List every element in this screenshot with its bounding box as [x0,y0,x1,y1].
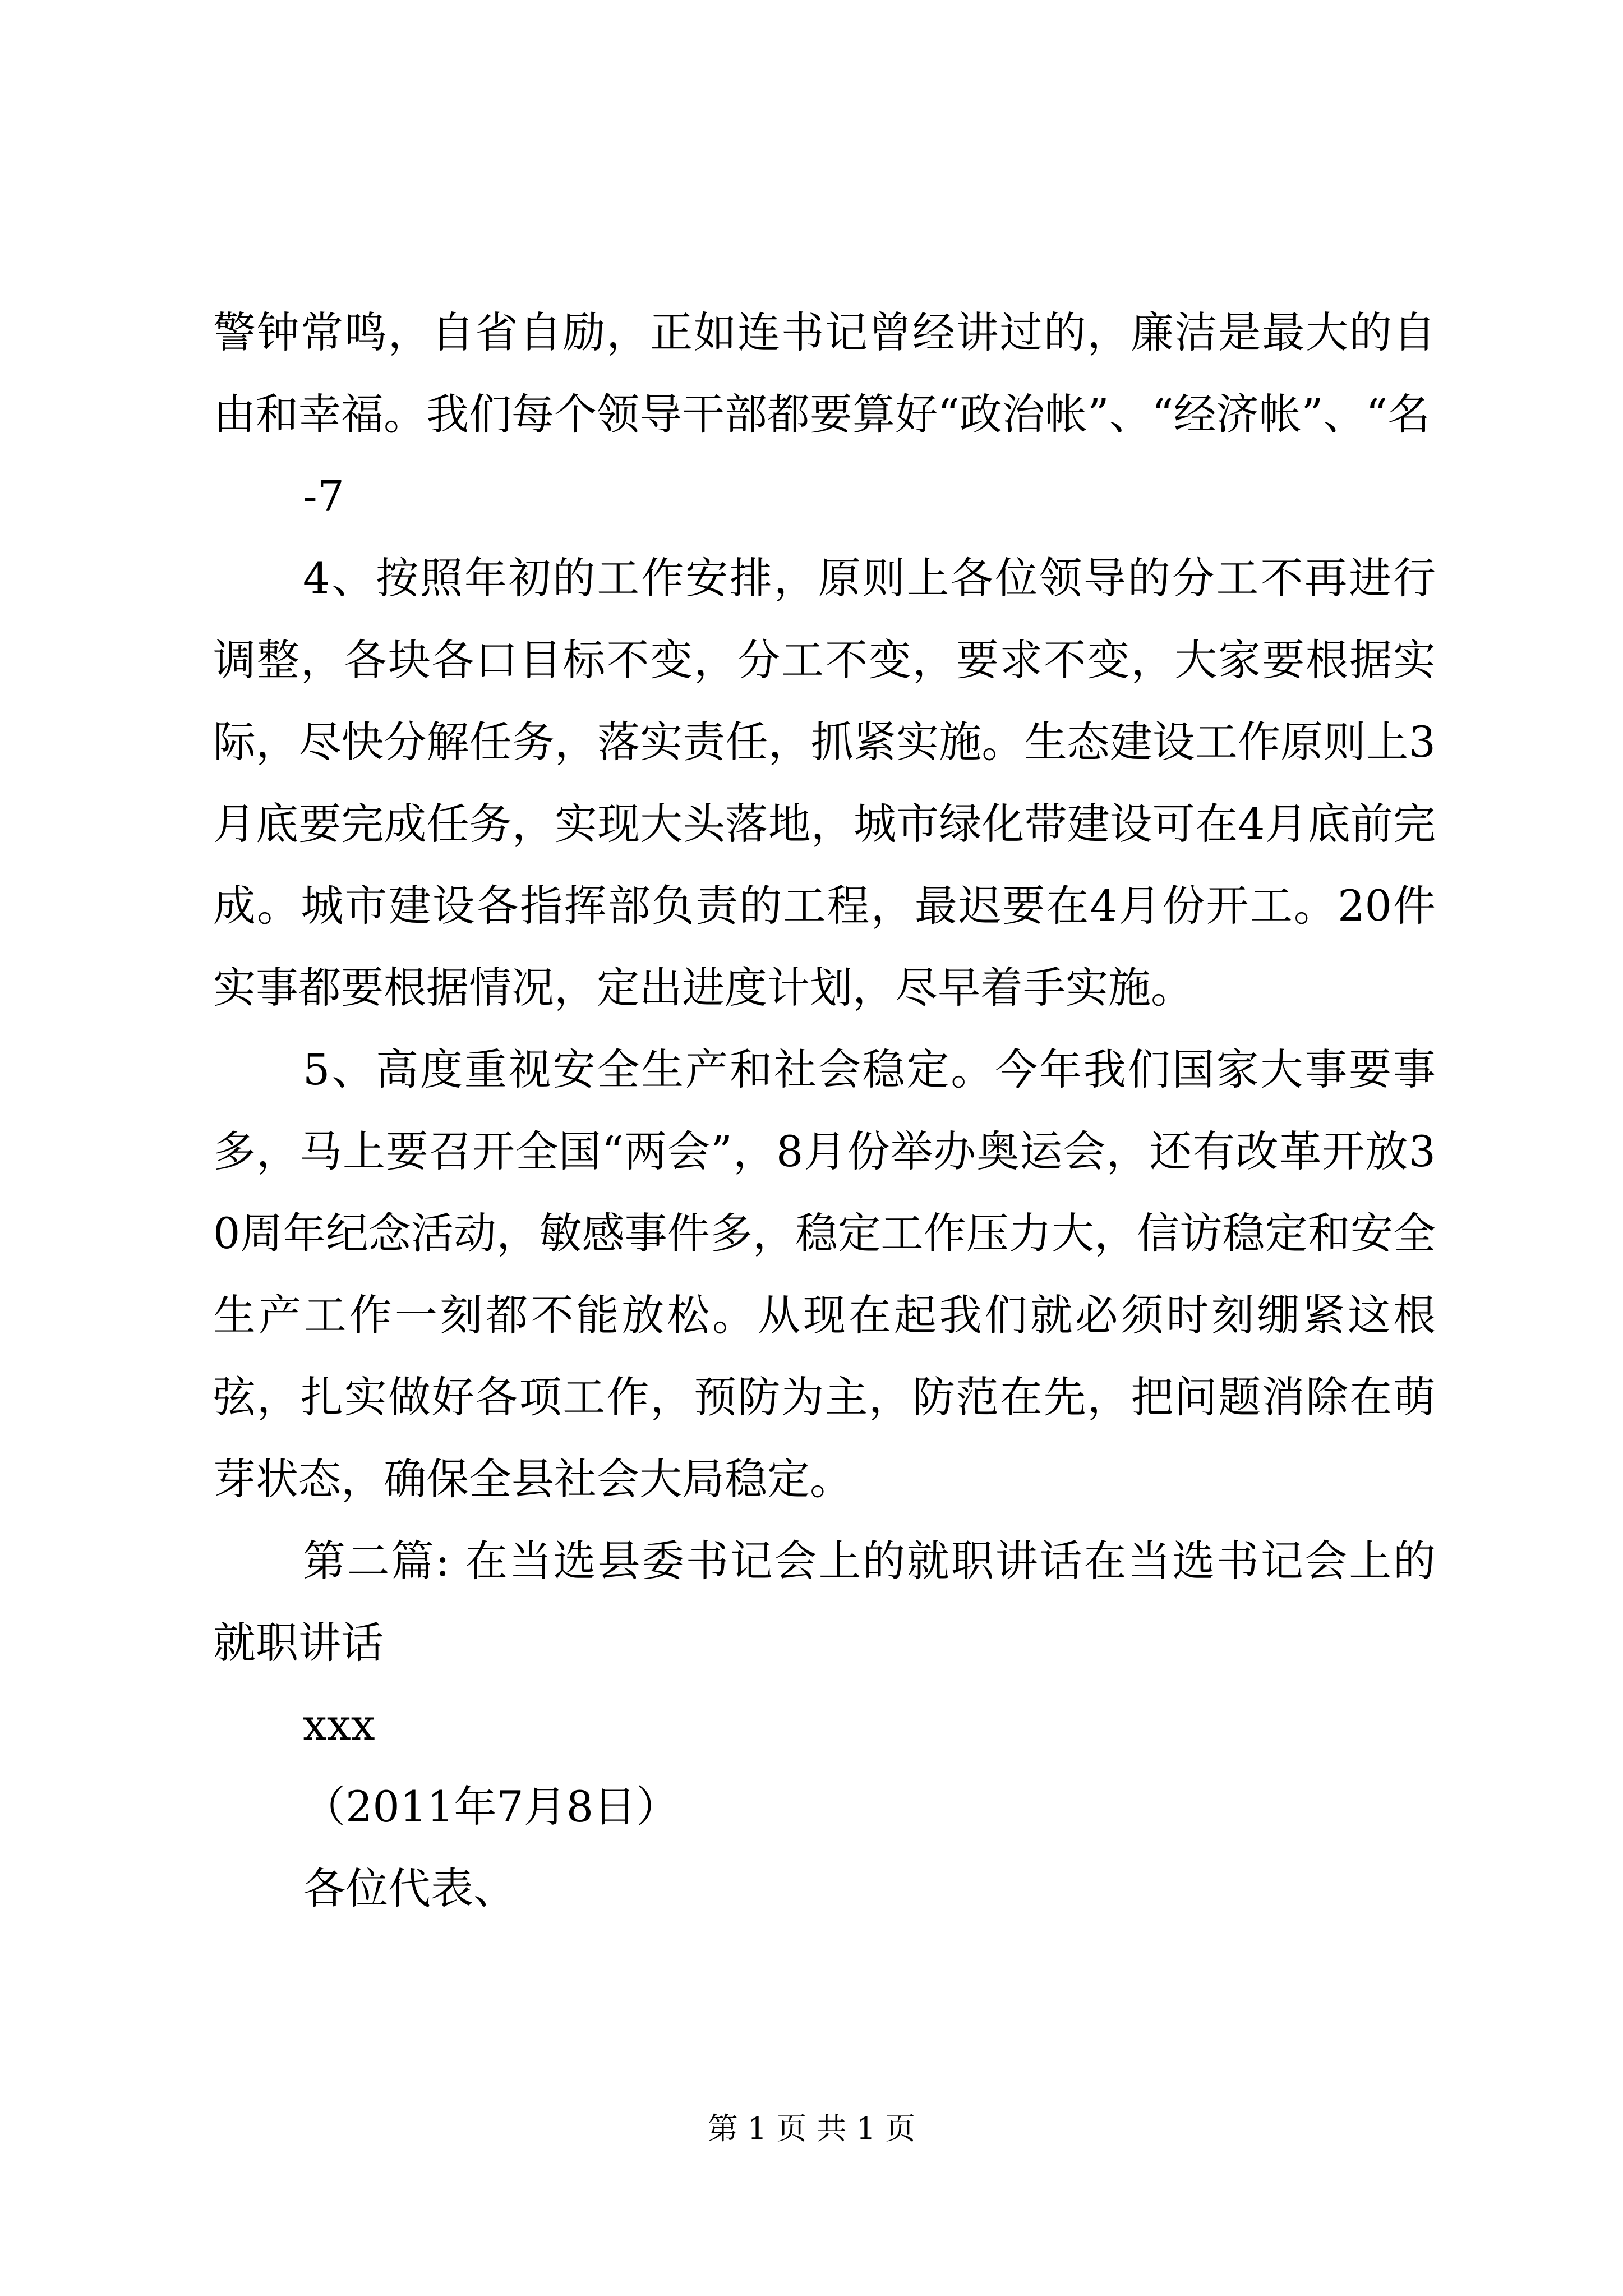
paragraph-1: 警钟常鸣，自省自励，正如连书记曾经讲过的，廉洁是最大的自由和幸福。我们每个领导干部都要算好“政治帐”、“经济帐”、“名 [213,307,1436,439]
page-footer: 第 1 页 共 1 页 [707,2111,916,2146]
speaker-name: xxx [303,1700,375,1750]
salutation: 各位代表、 [303,1864,516,1913]
paragraph-4: 5、高度重视安全生产和社会稳定。今年我们国家大事要事多，马上要召开全国“两会”，8月份举办奥运会，还有改革开放30周年纪念活动，敏感事件多，稳定工作压力大，信访稳定和安全生产工作一刻都不能放松。从现在起我们就必须时刻绷紧这根弦，扎实做好各项工作，预防为主，防范在先，把问题消除在萌芽状态，确保全县社会大局稳定。 [213,1045,1436,1504]
section-heading: 第二篇: 在当选县委书记会上的就职讲话在当选书记会上的就职讲话 [213,1536,1436,1668]
paragraph-2: -7 [303,471,345,521]
speech-date: （2011年7月8日） [303,1782,679,1832]
document-body [213,292,1436,1930]
paragraph-3: 4、按照年初的工作安排，原则上各位领导的分工不再进行调整，各块各口目标不变，分工不变，要求不变，大家要根据实际，尽快分解任务，落实责任，抓紧实施。生态建设工作原则上3月底要完成任务，实现大头落地，城市绿化带建设可在4月底前完成。城市建设各指挥部负责的工程，最迟要在4月份开工。20件实事都要根据情况，定出进度计划，尽早着手实施。 [213,553,1436,1013]
